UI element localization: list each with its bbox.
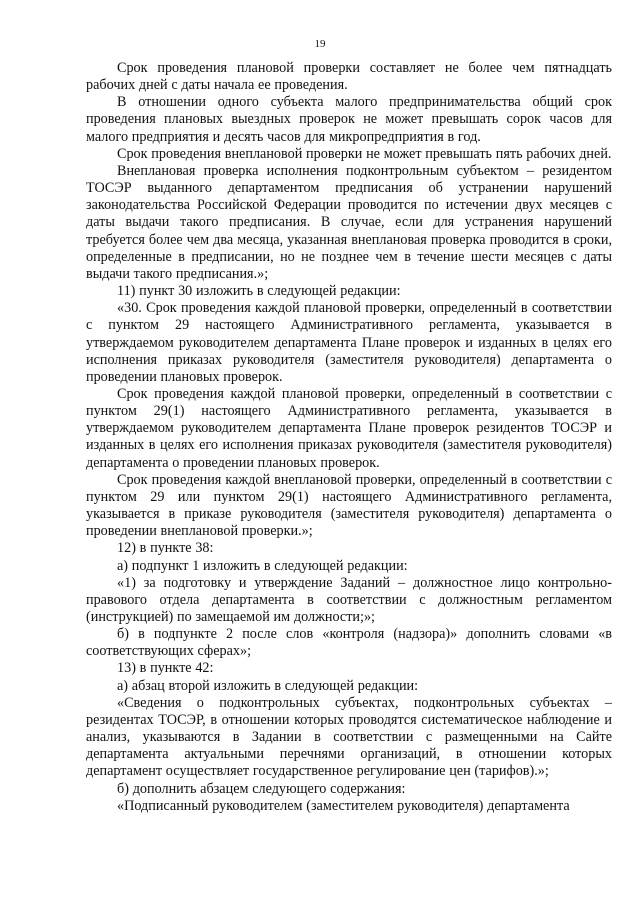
paragraph: Срок проведения каждой внеплановой проверки, определенный в соответствии с пунктом 29 или пунктом 29(1) настоящего Административного регламента, указывается в приказе руководителя (заместителя руководителя) департамента о проведении внеплановой проверки.»; [86,471,612,540]
page-number: 19 [314,38,326,50]
paragraph: Срок проведения плановой проверки составляет не более чем пятнадцать рабочих дней с даты начала ее проведения. [86,60,612,94]
amendment-subitem: а) подпункт 1 изложить в следующей редакции: [117,557,408,574]
paragraph: «Сведения о подконтрольных субъектах, подконтрольных субъектах – резидентах ТОСЭР, в отношении которых проводятся систематическое наблюдение и анализ, указываются в Задании в соответствии с размещенными на Сайте департамента актуальными перечнями организаций, в отношении которых департамент осуществляет государственное регулирование цен (тарифов).»; [86,694,612,780]
amendment-subitem: б) дополнить абзацем следующего содержания: [117,780,406,797]
amendment-item: 11) пункт 30 изложить в следующей редакции: [117,283,401,300]
amendment-item: 13) в пункте 42: [117,660,214,677]
paragraph: В отношении одного субъекта малого предпринимательства общий срок проведения плановых выездных проверок не может превышать сорок часов для малого предприятия и десять часов для микропредприятия в год. [86,94,612,145]
paragraph: Срок проведения каждой плановой проверки, определенный в соответствии с пунктом 29(1) настоящего Административного регламента, указывается в утверждаемом руководителем департамента Плане проверок резидентов ТОСЭР и изданных в целях его исполнения приказах руководителя (заместителя руководителя) департамента о проведении плановых проверок. [86,385,612,471]
paragraph: Срок проведения внеплановой проверки не может превышать пять рабочих дней. [117,145,612,162]
paragraph: «1) за подготовку и утверждение Заданий – должностное лицо контрольно-правового отдела департамента в соответствии с должностным регламентом (инструкцией) по замещаемой им должности;»; [86,574,612,625]
document-body [86,60,612,815]
paragraph: «30. Срок проведения каждой плановой проверки, определенный в соответствии с пунктом 29 настоящего Административного регламента, указывается в утверждаемом руководителем департамента Плане проверок и изданных в целях его исполнения приказах руководителя (заместителя руководителя) департамента о проведении плановых проверок. [86,300,612,385]
amendment-subitem: б) в подпункте 2 после слов «контроля (надзора)» дополнить словами «в соответствующих сферах»; [86,626,612,660]
paragraph: «Подписанный руководителем (заместителем руководителя) департамента [117,797,570,814]
paragraph: Внеплановая проверка исполнения подконтрольным субъектом – резидентом ТОСЭР выданного департаментом предписания об устранении нарушений законодательства Российской Федерации проводится по истечении двух месяцев с даты выдачи такого предписания. В случае, если для устранения нарушений требуется более чем два месяца, указанная внеплановая проверка проводится в сроки, определенные в предписании, но не позднее чем в течение шести месяцев с даты выдачи такого предписания.»; [86,162,612,282]
amendment-subitem: а) абзац второй изложить в следующей редакции: [117,677,419,694]
amendment-item: 12) в пункте 38: [117,540,214,557]
